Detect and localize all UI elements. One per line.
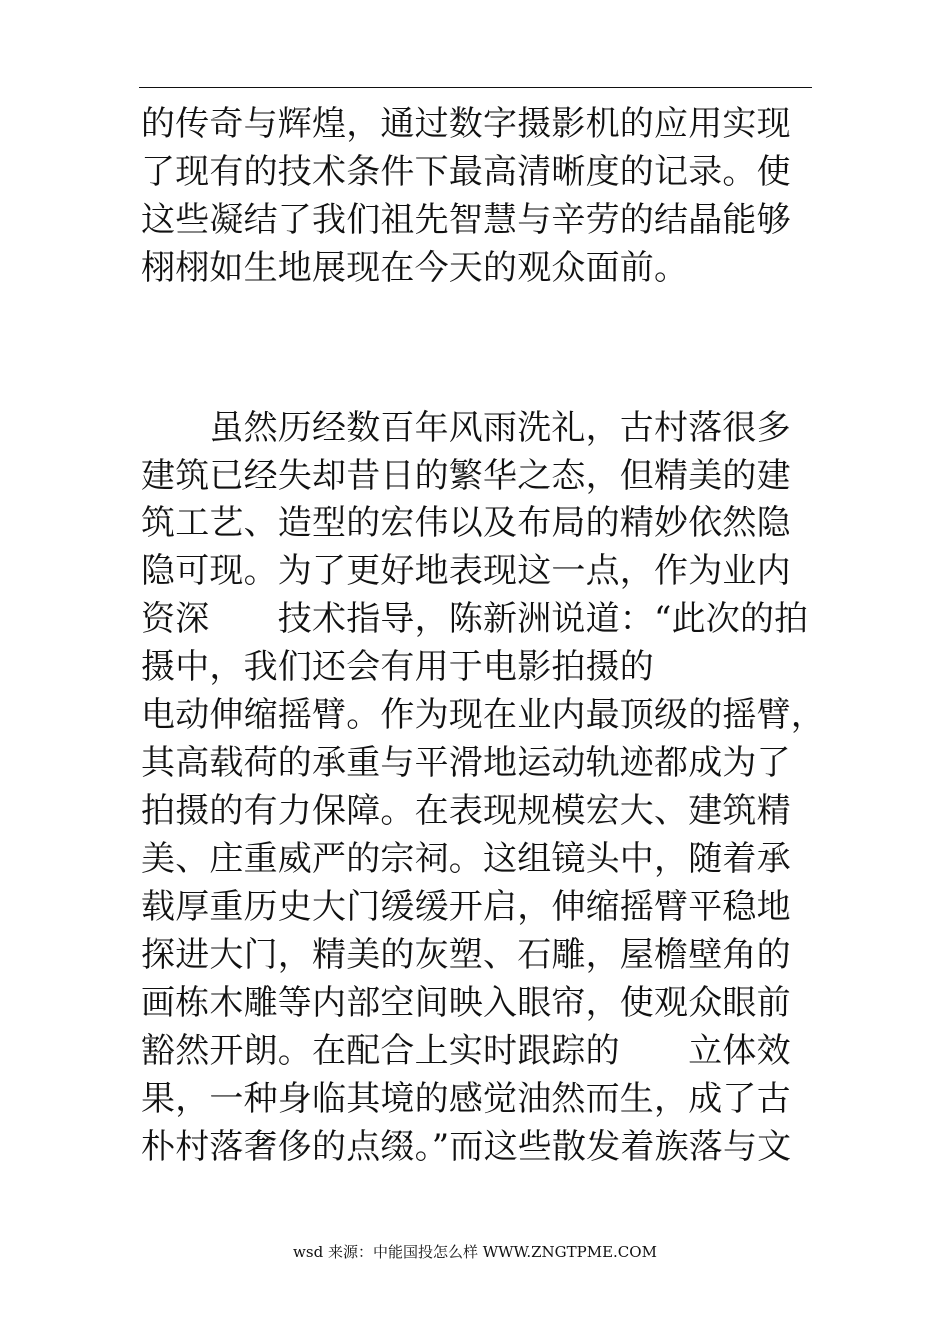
- paragraph-line: 虽然历经数百年风雨洗礼，古村落很多: [141, 408, 791, 448]
- paragraph-line: 的传奇与辉煌，通过数字摄影机的应用实现: [141, 104, 791, 144]
- paragraph-line: 了现有的技术条件下最高清晰度的记录。使: [141, 152, 791, 192]
- paragraph-line: 朴村落奢侈的点缀。”而这些散发着族落与文: [141, 1127, 792, 1167]
- paragraph-line: 摄中，我们还会有用于电影拍摄的: [141, 647, 654, 687]
- header-rule: [139, 87, 812, 88]
- paragraph-line: 筑工艺、造型的宏伟以及布局的精妙依然隐: [141, 503, 791, 543]
- paragraph-line: 美、庄重威严的宗祠。这组镜头中，随着承: [141, 839, 791, 879]
- paragraph-line: 画栋木雕等内部空间映入眼帘，使观众眼前: [141, 983, 791, 1023]
- paragraph-line: 其高载荷的承重与平滑地运动轨迹都成为了: [141, 743, 791, 783]
- paragraph-line: 果，一种身临其境的感觉油然而生，成了古: [141, 1079, 791, 1119]
- paragraph-line: 这些凝结了我们祖先智慧与辛劳的结晶能够: [141, 200, 791, 240]
- paragraph-line: 豁然开朗。在配合上实时跟踪的 立体效: [141, 1031, 791, 1071]
- paragraph-line: 拍摄的有力保障。在表现规模宏大、建筑精: [141, 791, 791, 831]
- paragraph-line: 建筑已经失却昔日的繁华之态，但精美的建: [141, 456, 791, 496]
- page-footer: wsd 来源：中能国投怎么样 WWW.ZNGTPME.COM: [293, 1243, 657, 1261]
- paragraph-line: 载厚重历史大门缓缓开启，伸缩摇臂平稳地: [141, 887, 791, 927]
- paragraph-line: 资深 技术指导，陈新洲说道：“此次的拍: [141, 599, 809, 639]
- paragraph-line: 电动伸缩摇臂。作为现在业内最顶级的摇臂，: [141, 695, 825, 735]
- paragraph-line: 隐可现。为了更好地表现这一点，作为业内: [141, 551, 791, 591]
- paragraph-line: 探进大门，精美的灰塑、石雕，屋檐壁角的: [141, 935, 791, 975]
- paragraph-line: 栩栩如生地展现在今天的观众面前。: [141, 248, 689, 288]
